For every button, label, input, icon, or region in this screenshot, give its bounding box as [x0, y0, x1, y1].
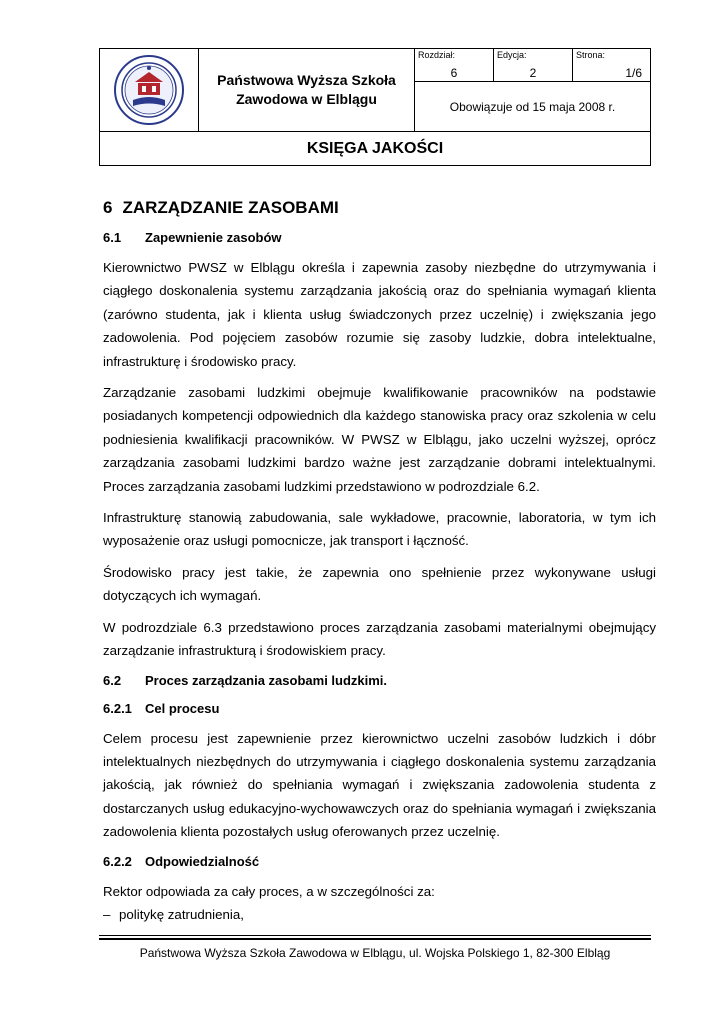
organization-name — [199, 49, 415, 131]
section-heading-6-2-2 — [103, 852, 656, 872]
section-number: 6.2 — [103, 672, 122, 688]
section-title: Odpowiedzialność — [145, 853, 260, 869]
organization-name-line1: Państwowa Wyższa Szkoła — [217, 72, 396, 88]
document-body — [103, 196, 656, 926]
paragraph: Rektor odpowiada za cały proces, a w szczególności za: — [103, 883, 435, 899]
page-meta-cell — [573, 49, 650, 82]
validity-date: Obowiązuje od 15 maja 2008 r. — [449, 99, 616, 114]
chapter-heading — [103, 196, 656, 220]
responsibility-list — [103, 903, 656, 926]
list-item: – politykę zatrudnienia, — [103, 903, 656, 926]
paragraph: Zarządzanie zasobami ludzkimi obejmuje kwalifikowanie pracowników na podstawie posiadanych kompetencji odpowiednich dla każdego stanowiska pracy oraz szkolenia w celu podniesienia kwalifikacji pracowników. W PWSZ w Elblągu, jako uczelni wyższej, oprócz zarządzania zasobami ludzkimi bardzo ważne jest zarządzanie dobrami intelektualnymi. Proces zarządzania zasobami ludzkimi przedstawiono w podrozdziale 6.2. — [103, 385, 656, 494]
section-title: Proces zarządzania zasobami ludzkimi. — [145, 672, 388, 688]
document-header — [99, 48, 651, 166]
footer-divider — [99, 938, 651, 940]
paragraph: Celem procesu jest zapewnienie przez kierownictwo uczelni zasobów ludzkich i dóbr intelektualnych niezbędnych do utrzymywania i ciągłego doskonalenia systemu zarządzania jakością, jak również do spełniania wymagań i zwiększania zadowolenia studenta z dostarczanych usług edukacyjno-wychowawczych oraz do spełniania wymagań i zwiększania zadowolenia klienta pozostałych usług oferowanych przez uczelnię. — [103, 730, 656, 840]
edition-meta-cell — [494, 49, 573, 82]
document-title: KSIĘGA JAKOŚCI — [100, 131, 650, 165]
paragraph: Infrastrukturę stanowią zabudowania, sale wykładowe, pracownie, laboratoria, w tym ich wyposażenie oraz usługi pomocnicze, jak transport i łączność. — [103, 510, 656, 549]
section-number: 6.2.1 — [103, 700, 132, 716]
paragraph: Kierownictwo PWSZ w Elblągu określa i zapewnia zasoby niezbędne do utrzymywania i ciągłego doskonalenia systemu zarządzania jakością oraz do spełniania wymagań klienta (zarówno studenta, jak i klienta usług świadczonych przez uczelnię) i zwiększania jego zadowolenia. Pod pojęciem zasobów rozumie się zasoby ludzkie, dobra intelektualne, infrastrukturę i środowisko pracy. — [103, 260, 656, 369]
section-heading-6-2 — [103, 671, 656, 691]
organization-name-line2: Zawodowa w Elblągu — [236, 91, 377, 107]
paragraph: Środowisko pracy jest takie, że zapewnia ono spełnienie przez wykonywane usługi dotyczących ich wymagań. — [103, 564, 656, 604]
footer-address: Państwowa Wyższa Szkoła Zawodowa w Elblągu, ul. Wojska Polskiego 1, 82-300 Elbląg — [139, 946, 611, 960]
university-seal-icon — [113, 54, 185, 126]
footer-divider — [99, 935, 651, 936]
section-title: Cel procesu — [145, 700, 220, 716]
chapter-meta-cell — [415, 49, 494, 82]
section-heading-6-2-1 — [103, 699, 656, 719]
section-number: 6.2.2 — [103, 853, 132, 869]
chapter-number: 6 — [103, 198, 113, 217]
page-label: Strona: — [576, 50, 606, 60]
page-value: 1/6 — [625, 66, 642, 80]
chapter-value: 6 — [450, 66, 458, 80]
chapter-title: ZARZĄDZANIE ZASOBAMI — [122, 198, 339, 217]
logo-cell — [100, 49, 199, 131]
paragraph: W podrozdziale 6.3 przedstawiono proces zarządzania zasobami materialnymi obejmujący zarządzanie infrastrukturą i środowiskiem pracy. — [103, 619, 656, 659]
chapter-label: Rozdział: — [418, 50, 456, 60]
edition-value: 2 — [529, 66, 537, 80]
section-heading-6-1 — [103, 228, 656, 248]
section-number: 6.1 — [103, 230, 122, 245]
section-title: Zapewnienie zasobów — [145, 230, 282, 245]
edition-label: Edycja: — [497, 50, 527, 60]
